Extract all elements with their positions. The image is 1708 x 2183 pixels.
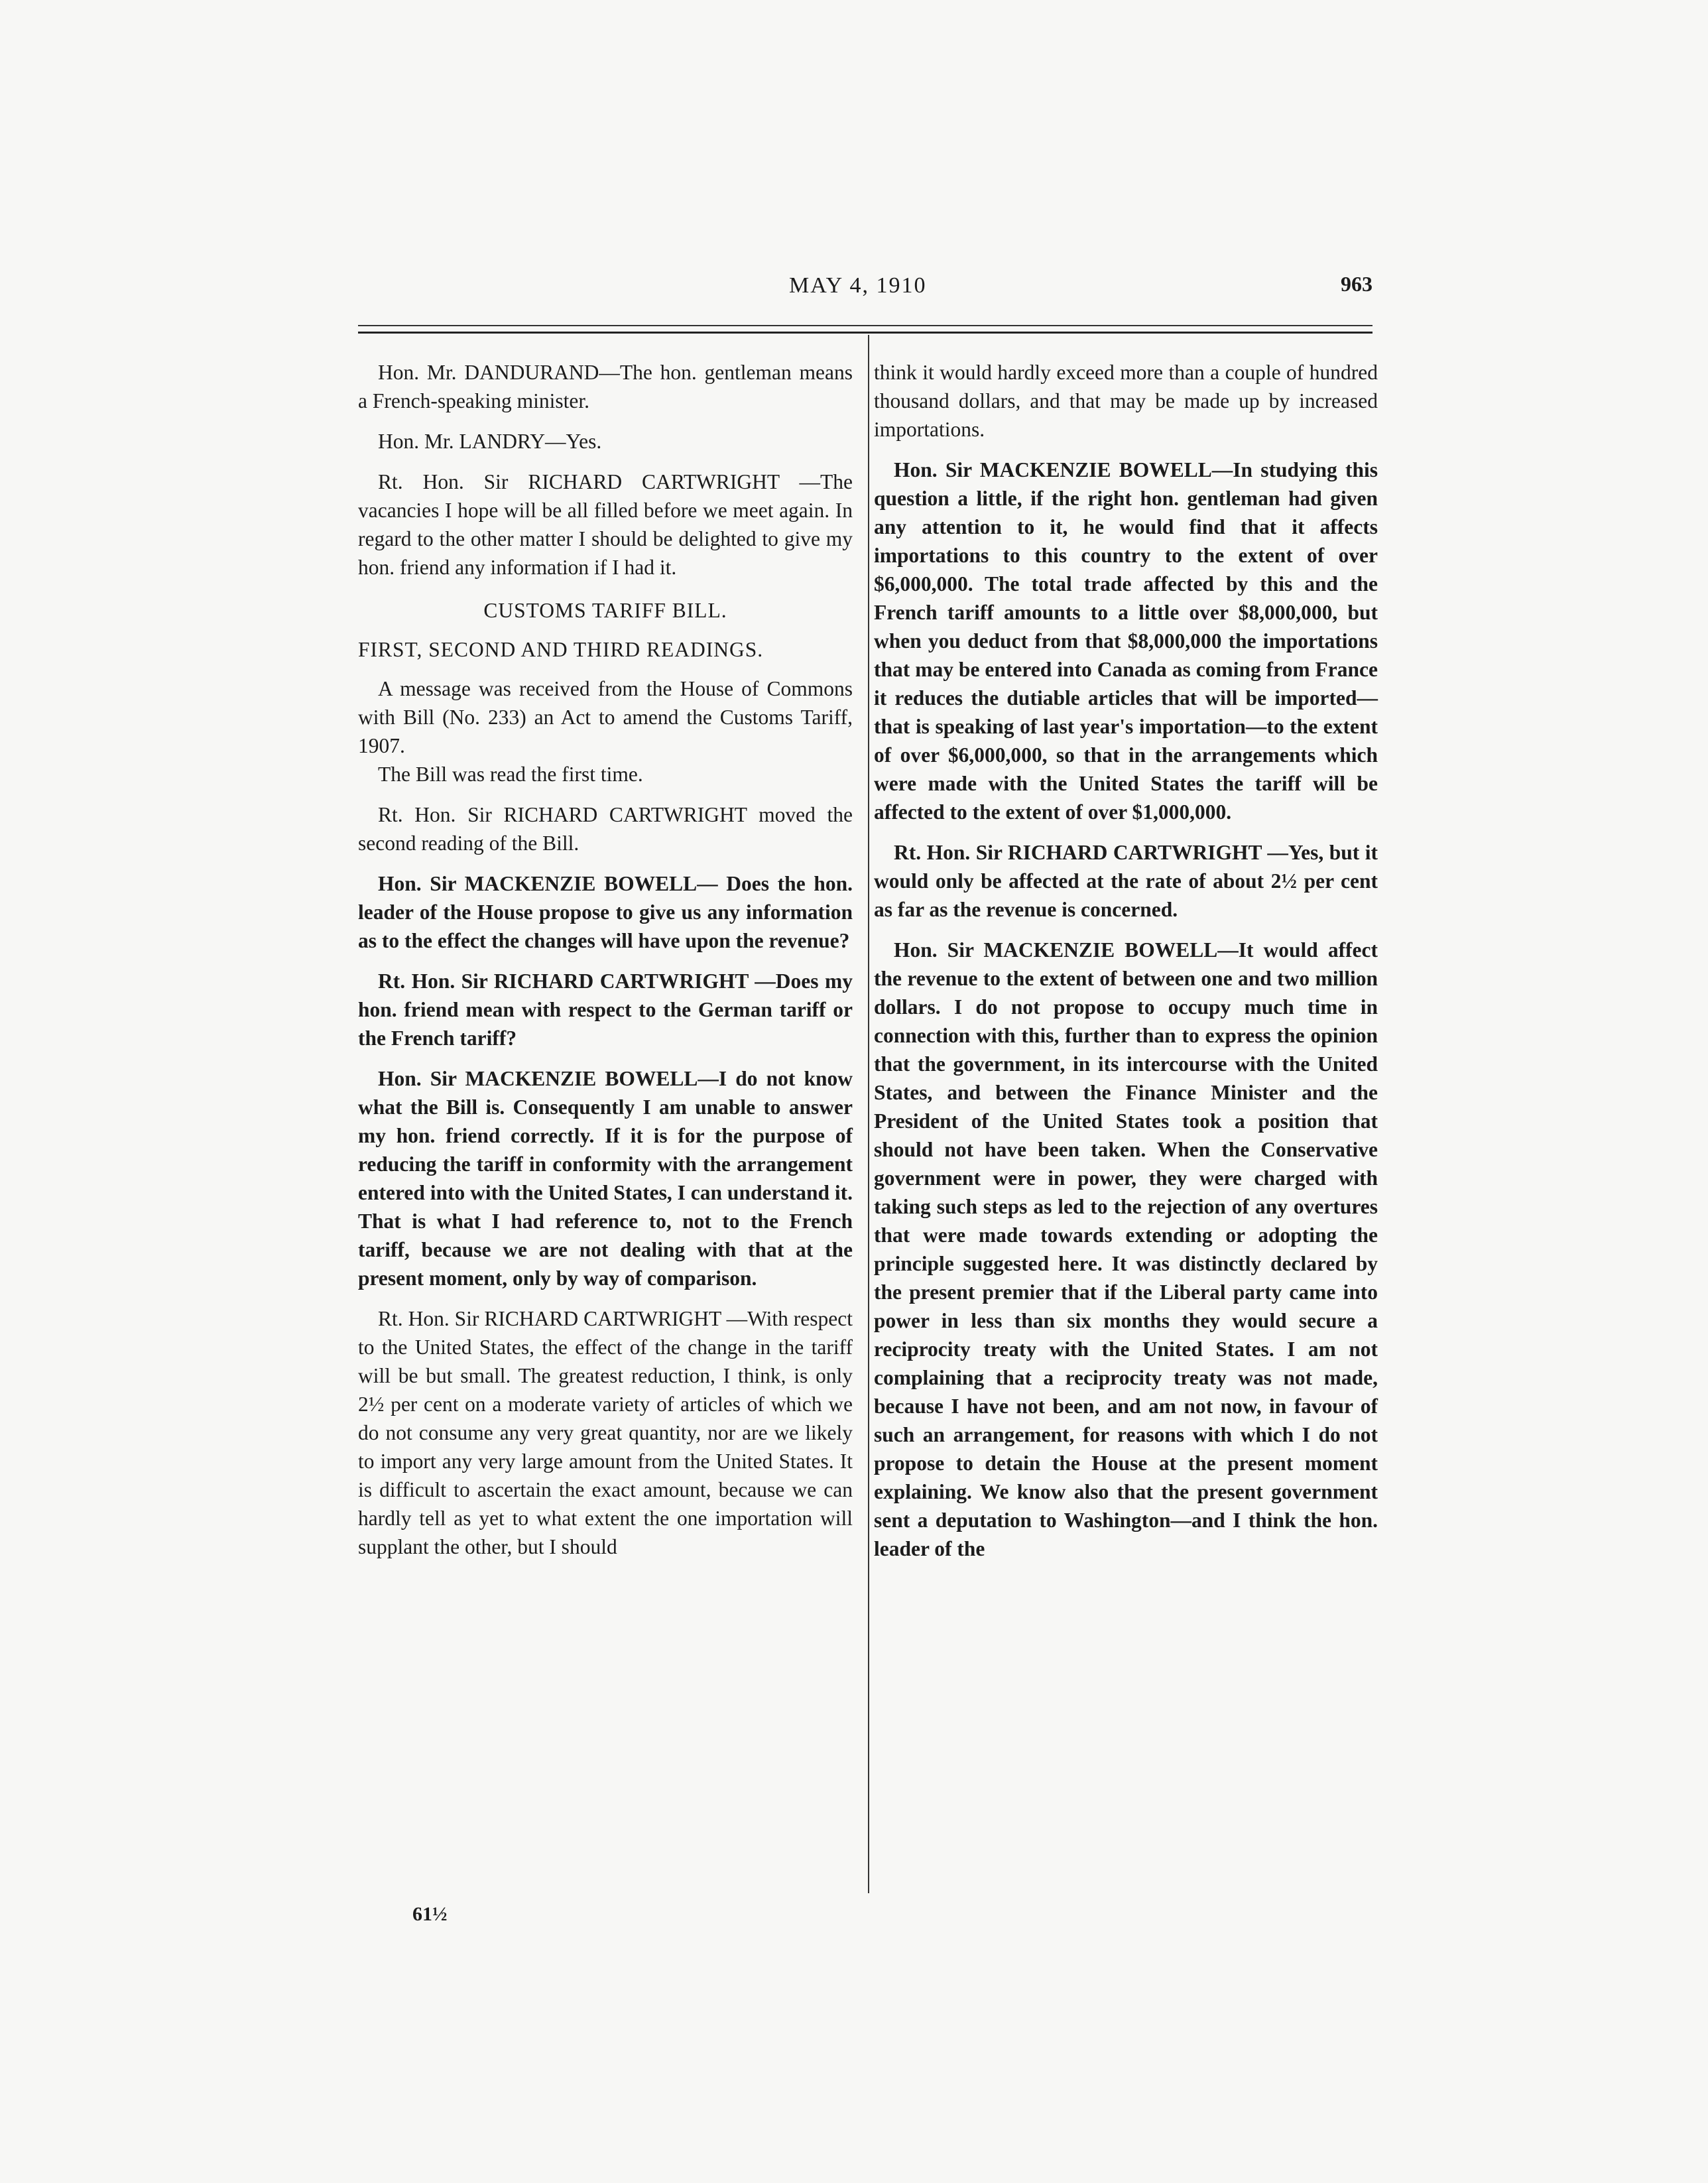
paragraph: Rt. Hon. Sir RICHARD CARTWRIGHT —The vacancies I hope will be all filled before we meet again. In regard to the other matter I should be delighted to give my hon. friend any information if I had it.: [358, 470, 853, 579]
paragraph: Hon. Sir MACKENZIE BOWELL—I do not know what the Bill is. Consequently I am unable to answer my hon. friend correctly. If it is for the purpose of reducing the tariff in conformity with the arrangement entered into with the United States, I can understand it. That is what I had reference to, not to the French tariff, because we are not dealing with that at the present moment, only by way of comparison.: [358, 1067, 853, 1290]
paragraph: Rt. Hon. Sir RICHARD CARTWRIGHT —Does my hon. friend mean with respect to the German tariff or the French tariff?: [358, 969, 853, 1050]
paragraph: Rt. Hon. Sir RICHARD CARTWRIGHT —Yes, but it would only be affected at the rate of about 2½ per cent as far as the revenue is concerned.: [874, 841, 1378, 921]
paragraph: Hon. Sir MACKENZIE BOWELL—It would affect the revenue to the extent of between one and two million dollars. I do not propose to occupy much time in connection with this, further than to express the opinion that the government, in its intercourse with the United States, and between the Finance Minister and the President of the United States took a position that should not have been taken. When the Conservative government were in power, they were charged with taking such steps as led to the rejection of any overtures that were made towards extending or adopting the principle suggested here. It was distinctly declared by the present premier that if the Liberal party came into power in less than six months they would secure a reciprocity treaty with the United States. I am not complaining that a reciprocity treaty was not made, because I have not been, and am not now, in favour of such an arrangement, for reasons with which I do not propose to detain the House at the present moment explaining. We know also that the present government sent a deputation to Washington—and I think the hon. leader of the: [874, 938, 1378, 1560]
page-header-date: MAY 4, 1910: [789, 273, 927, 298]
page-number: 963: [1341, 272, 1372, 296]
paragraph: think it would hardly exceed more than a couple of hundred thousand dollars, and that may be made up by increased importations.: [874, 361, 1378, 441]
section-subtitle: FIRST, SECOND AND THIRD READINGS.: [358, 638, 764, 661]
paragraph: Hon. Sir MACKENZIE BOWELL— Does the hon. leader of the House propose to give us any information as to the effect the changes will have upon the revenue?: [358, 872, 853, 952]
paragraph: The Bill was read the first time.: [378, 763, 643, 786]
header-rule-thick: [358, 332, 1372, 334]
paragraph: Hon. Sir MACKENZIE BOWELL—In studying this question a little, if the right hon. gentleman had given any attention to it, he would find that it affects importations to this country to the extent of over $6,000,000. The total trade affected by this and the French tariff amounts to a little over $8,000,000, but when you deduct from that $8,000,000 the importations that may be entered into Canada as coming from France it reduces the dutiable articles that will be imported—that is speaking of last year's importation—to the extent of over $6,000,000, so that in the arrangements which were made with the United States the tariff will be affected to the extent of over $1,000,000.: [874, 458, 1378, 824]
header-rule-thin: [358, 325, 1372, 326]
paragraph: Rt. Hon. Sir RICHARD CARTWRIGHT moved the second reading of the Bill.: [358, 803, 853, 855]
right-column: [874, 358, 1378, 1563]
column-divider: [868, 335, 869, 1893]
paragraph: Hon. Mr. LANDRY—Yes.: [378, 430, 602, 453]
paragraph: Rt. Hon. Sir RICHARD CARTWRIGHT —With respect to the United States, the effect of the change in the tariff will be but small. The greatest reduction, I think, is only 2½ per cent on a moderate variety of articles of which we do not consume any very great quantity, nor are we likely to import any very large amount from the United States. It is difficult to ascertain the exact amount, because we can hardly tell as yet to what extent the one importation will supplant the other, but I should: [358, 1307, 853, 1558]
section-title: CUSTOMS TARIFF BILL.: [483, 599, 727, 622]
paragraph: A message was received from the House of Commons with Bill (No. 233) an Act to amend the Customs Tariff, 1907.: [358, 677, 853, 757]
footer-signature-mark: 61½: [412, 1903, 448, 1925]
paragraph: Hon. Mr. DANDURAND—The hon. gentleman means a French-speaking minister.: [358, 361, 853, 412]
left-column: [358, 358, 853, 1561]
